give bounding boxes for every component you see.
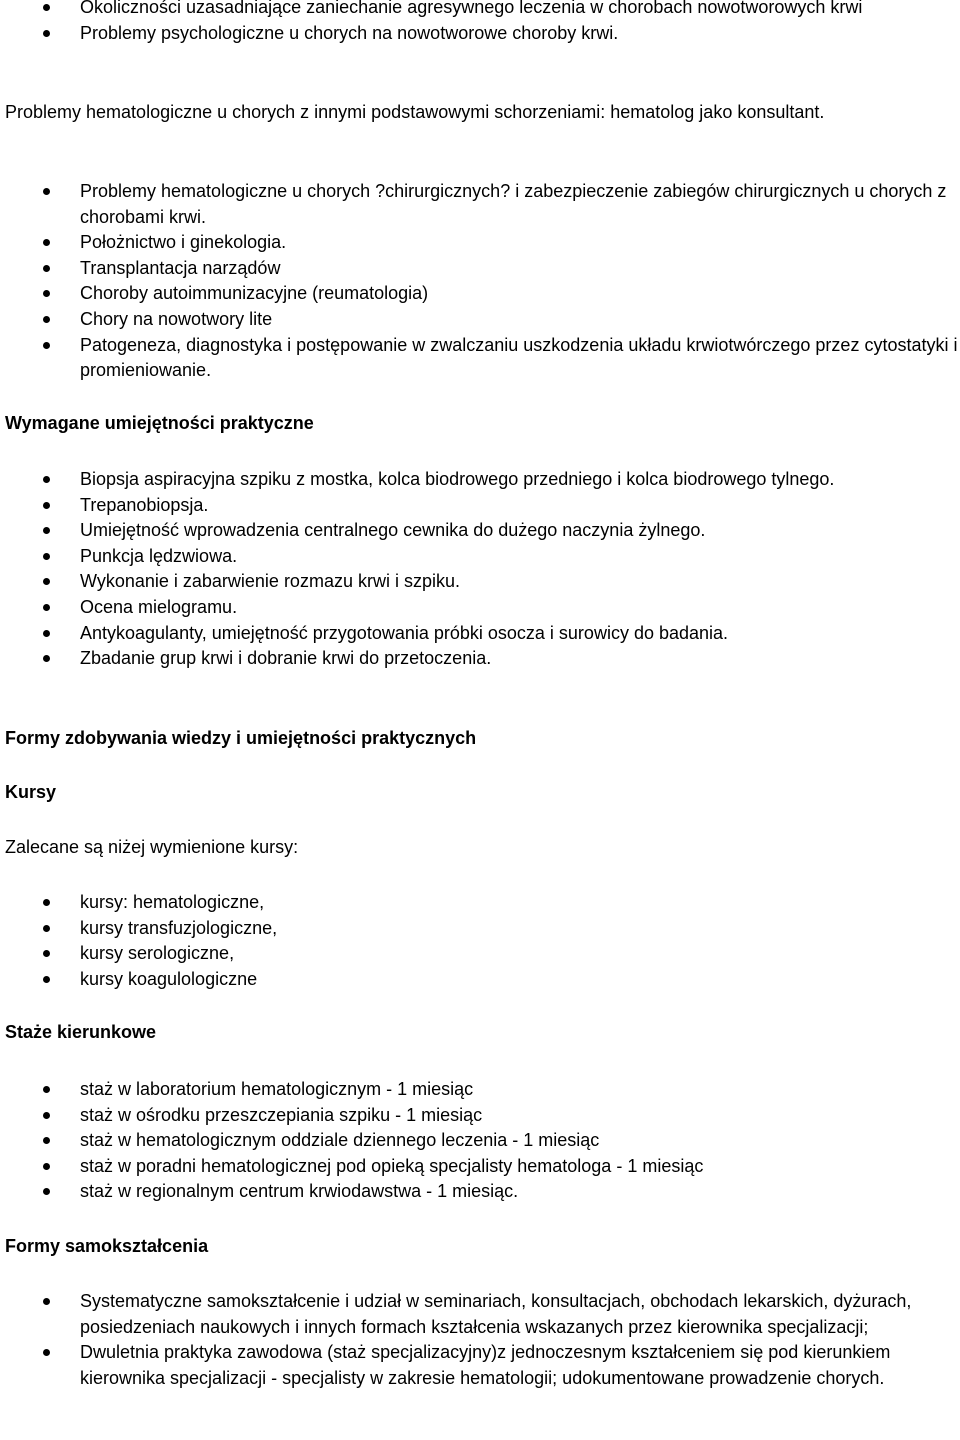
consultant-bullet-list [0,179,960,384]
list-item: kursy serologiczne, [0,941,960,967]
internships-heading: Staże kierunkowe [5,1022,157,1042]
courses-bullet-list [0,890,960,992]
list-item: staż w regionalnym centrum krwiodawstwa - 1 miesiąc. [0,1179,960,1205]
list-item: staż w ośrodku przeszczepiania szpiku - 1 miesiąc [0,1103,960,1129]
list-item: Położnictwo i ginekologia. [0,230,960,256]
list-item: staż w poradni hematologicznej pod opieką specjalisty hematologa - 1 miesiąc [0,1154,960,1180]
internships-bullet-list [0,1077,960,1205]
courses-heading: Kursy [5,782,57,802]
skills-heading: Wymagane umiejętności praktyczne [5,413,314,433]
list-item: Okoliczności uzasadniające zaniechanie agresywnego leczenia w chorobach nowotworowych krwi [0,0,960,21]
list-item: kursy koagulologiczne [0,967,960,993]
list-item: Ocena mielogramu. [0,595,960,621]
selfedu-heading: Formy samokształcenia [5,1236,209,1256]
list-item: Chory na nowotwory lite [0,307,960,333]
list-item: Zbadanie grup krwi i dobranie krwi do przetoczenia. [0,646,960,672]
courses-intro: Zalecane są niżej wymienione kursy: [5,837,299,857]
list-item: Wykonanie i zabarwienie rozmazu krwi i szpiku. [0,569,960,595]
list-item: kursy: hematologiczne, [0,890,960,916]
list-item: Dwuletnia praktyka zawodowa (staż specjalizacyjny)z jednoczesnym kształceniem się pod kierunkiem kierownika specjalizacji - specjalisty w zakresie hematologii; udokumentowane prowadzenie chorych. [0,1340,960,1391]
list-item: staż w hematologicznym oddziale dziennego leczenia - 1 miesiąc [0,1128,960,1154]
skills-bullet-list [0,467,960,672]
list-item: Problemy hematologiczne u chorych ?chirurgicznych? i zabezpieczenie zabiegów chirurgicznych u chorych z chorobami krwi. [0,179,960,230]
list-item: Transplantacja narządów [0,256,960,282]
list-item: Systematyczne samokształcenie i udział w seminariach, konsultacjach, obchodach lekarskich, dyżurach, posiedzeniach naukowych i innych formach kształcenia wskazanych przez kierownika specjalizacji; [0,1289,960,1340]
list-item: Antykoagulanty, umiejętność przygotowania próbki osocza i surowicy do badania. [0,621,960,647]
list-item: Patogeneza, diagnostyka i postępowanie w zwalczaniu uszkodzenia układu krwiotwórczego przez cytostatyki i promieniowanie. [0,333,960,384]
list-item: kursy transfuzjologiczne, [0,916,960,942]
selfedu-bullet-list [0,1289,960,1391]
list-item: Punkcja lędzwiowa. [0,544,960,570]
list-item: staż w laboratorium hematologicznym - 1 miesiąc [0,1077,960,1103]
consultant-paragraph: Problemy hematologiczne u chorych z innymi podstawowymi schorzeniami: hematolog jako konsultant. [5,102,825,122]
top-bullet-list [0,0,960,46]
list-item: Problemy psychologiczne u chorych na nowotworowe choroby krwi. [0,21,960,47]
list-item: Umiejętność wprowadzenia centralnego cewnika do dużego naczynia żylnego. [0,518,960,544]
forms-heading: Formy zdobywania wiedzy i umiejętności praktycznych [5,728,477,748]
list-item: Choroby autoimmunizacyjne (reumatologia) [0,281,960,307]
list-item: Biopsja aspiracyjna szpiku z mostka, kolca biodrowego przedniego i kolca biodrowego tylnego. [0,467,960,493]
list-item: Trepanobiopsja. [0,493,960,519]
